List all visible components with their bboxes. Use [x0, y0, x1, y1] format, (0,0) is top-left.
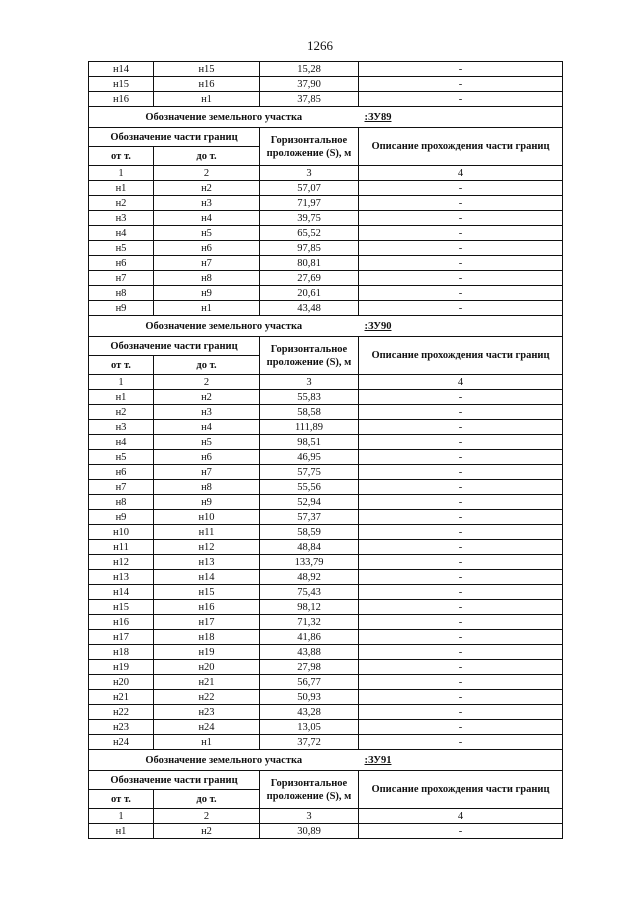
- point-from-cell: н9: [89, 510, 154, 525]
- description-cell: -: [359, 615, 563, 630]
- description-cell: -: [359, 540, 563, 555]
- point-from-cell: н1: [89, 181, 154, 196]
- to-point-header: до т.: [154, 147, 260, 166]
- point-from-cell: н2: [89, 196, 154, 211]
- plot-designation-row: [89, 316, 563, 337]
- point-to-cell: н1: [154, 301, 260, 316]
- distance-cell: 57,37: [260, 510, 359, 525]
- point-to-cell: н2: [154, 824, 260, 839]
- description-cell: -: [359, 301, 563, 316]
- point-from-cell: н1: [89, 390, 154, 405]
- point-to-cell: н5: [154, 435, 260, 450]
- point-to-cell: н3: [154, 405, 260, 420]
- description-header: Описание прохождения части границ: [359, 771, 563, 809]
- description-cell: -: [359, 630, 563, 645]
- table-row: [89, 271, 563, 286]
- distance-cell: 15,28: [260, 62, 359, 77]
- description-cell: -: [359, 645, 563, 660]
- description-cell: -: [359, 271, 563, 286]
- distance-cell: 55,56: [260, 480, 359, 495]
- column-number: 3: [260, 166, 359, 181]
- column-number: 4: [359, 809, 563, 824]
- distance-cell: 55,83: [260, 390, 359, 405]
- from-point-header: от т.: [89, 356, 154, 375]
- point-from-cell: н10: [89, 525, 154, 540]
- point-from-cell: н14: [89, 585, 154, 600]
- point-from-cell: н3: [89, 211, 154, 226]
- distance-cell: 43,28: [260, 705, 359, 720]
- table-row: [89, 495, 563, 510]
- table-row: [89, 540, 563, 555]
- distance-cell: 41,86: [260, 630, 359, 645]
- point-from-cell: н4: [89, 435, 154, 450]
- column-number: 3: [260, 809, 359, 824]
- description-cell: -: [359, 77, 563, 92]
- description-cell: -: [359, 570, 563, 585]
- distance-cell: 71,97: [260, 196, 359, 211]
- table-row: [89, 570, 563, 585]
- point-to-cell: н24: [154, 720, 260, 735]
- description-cell: -: [359, 256, 563, 271]
- table-row: [89, 241, 563, 256]
- table-row: [89, 62, 563, 77]
- distance-cell: 20,61: [260, 286, 359, 301]
- column-number-row: [89, 375, 563, 390]
- table-row: [89, 510, 563, 525]
- plot-code: :ЗУ90: [359, 316, 563, 337]
- table-row: [89, 630, 563, 645]
- plot-designation-row: [89, 107, 563, 128]
- point-to-cell: н6: [154, 241, 260, 256]
- description-cell: -: [359, 92, 563, 107]
- table-row: [89, 92, 563, 107]
- point-from-cell: н4: [89, 226, 154, 241]
- point-to-cell: н21: [154, 675, 260, 690]
- description-cell: -: [359, 690, 563, 705]
- table-row: [89, 720, 563, 735]
- column-number-row: [89, 166, 563, 181]
- description-cell: -: [359, 525, 563, 540]
- distance-cell: 48,84: [260, 540, 359, 555]
- table-row: [89, 420, 563, 435]
- description-cell: -: [359, 705, 563, 720]
- table-row: [89, 286, 563, 301]
- point-from-cell: н12: [89, 555, 154, 570]
- column-number-row: [89, 809, 563, 824]
- point-to-cell: н15: [154, 585, 260, 600]
- description-cell: -: [359, 585, 563, 600]
- horizontal-distance-header: Горизонтальное проложение (S), м: [260, 771, 359, 809]
- table-row: [89, 435, 563, 450]
- point-from-cell: н16: [89, 92, 154, 107]
- point-from-cell: н6: [89, 465, 154, 480]
- table-row: [89, 675, 563, 690]
- description-header: Описание прохождения части границ: [359, 128, 563, 166]
- distance-cell: 56,77: [260, 675, 359, 690]
- description-cell: -: [359, 824, 563, 839]
- distance-cell: 57,75: [260, 465, 359, 480]
- table-row: [89, 405, 563, 420]
- distance-cell: 37,85: [260, 92, 359, 107]
- point-from-cell: н11: [89, 540, 154, 555]
- to-point-header: до т.: [154, 790, 260, 809]
- description-cell: -: [359, 435, 563, 450]
- table-row: [89, 735, 563, 750]
- point-from-cell: н18: [89, 645, 154, 660]
- point-to-cell: н12: [154, 540, 260, 555]
- table-row: [89, 450, 563, 465]
- description-cell: -: [359, 405, 563, 420]
- point-to-cell: н1: [154, 92, 260, 107]
- description-cell: -: [359, 510, 563, 525]
- description-header: Описание прохождения части границ: [359, 337, 563, 375]
- point-from-cell: н7: [89, 480, 154, 495]
- table-row: [89, 660, 563, 675]
- column-number: 2: [154, 809, 260, 824]
- point-from-cell: н2: [89, 405, 154, 420]
- point-to-cell: н7: [154, 465, 260, 480]
- description-cell: -: [359, 465, 563, 480]
- page-number: 1266: [307, 38, 333, 53]
- description-cell: -: [359, 555, 563, 570]
- point-from-cell: н15: [89, 77, 154, 92]
- distance-cell: 39,75: [260, 211, 359, 226]
- distance-cell: 97,85: [260, 241, 359, 256]
- point-from-cell: н3: [89, 420, 154, 435]
- horizontal-distance-header: Горизонтальное проложение (S), м: [260, 337, 359, 375]
- point-from-cell: н19: [89, 660, 154, 675]
- table-row: [89, 390, 563, 405]
- point-to-cell: н5: [154, 226, 260, 241]
- boundary-table: [88, 61, 563, 839]
- point-from-cell: н9: [89, 301, 154, 316]
- table-row: [89, 465, 563, 480]
- table-row: [89, 705, 563, 720]
- point-from-cell: н16: [89, 615, 154, 630]
- distance-cell: 57,07: [260, 181, 359, 196]
- point-to-cell: н3: [154, 196, 260, 211]
- description-cell: -: [359, 600, 563, 615]
- table-row: [89, 196, 563, 211]
- boundary-part-header: Обозначение части границ: [89, 771, 260, 790]
- description-cell: -: [359, 675, 563, 690]
- distance-cell: 43,88: [260, 645, 359, 660]
- point-from-cell: н8: [89, 495, 154, 510]
- point-to-cell: н6: [154, 450, 260, 465]
- point-to-cell: н17: [154, 615, 260, 630]
- table-row: [89, 301, 563, 316]
- horizontal-distance-header: Горизонтальное проложение (S), м: [260, 128, 359, 166]
- plot-designation-label: Обозначение земельного участка: [89, 107, 359, 128]
- point-from-cell: н13: [89, 570, 154, 585]
- distance-cell: 37,72: [260, 735, 359, 750]
- description-cell: -: [359, 241, 563, 256]
- description-cell: -: [359, 735, 563, 750]
- point-to-cell: н16: [154, 77, 260, 92]
- table-row: [89, 824, 563, 839]
- point-to-cell: н4: [154, 420, 260, 435]
- point-to-cell: н10: [154, 510, 260, 525]
- point-to-cell: н23: [154, 705, 260, 720]
- distance-cell: 37,90: [260, 77, 359, 92]
- distance-cell: 98,51: [260, 435, 359, 450]
- table-row: [89, 555, 563, 570]
- from-point-header: от т.: [89, 790, 154, 809]
- point-to-cell: н4: [154, 211, 260, 226]
- distance-cell: 98,12: [260, 600, 359, 615]
- distance-cell: 50,93: [260, 690, 359, 705]
- plot-code: :ЗУ91: [359, 750, 563, 771]
- point-to-cell: н18: [154, 630, 260, 645]
- description-cell: -: [359, 390, 563, 405]
- plot-designation-label: Обозначение земельного участка: [89, 316, 359, 337]
- distance-cell: 27,98: [260, 660, 359, 675]
- point-to-cell: н20: [154, 660, 260, 675]
- point-to-cell: н13: [154, 555, 260, 570]
- point-to-cell: н16: [154, 600, 260, 615]
- description-cell: -: [359, 196, 563, 211]
- point-to-cell: н11: [154, 525, 260, 540]
- point-from-cell: н6: [89, 256, 154, 271]
- description-cell: -: [359, 720, 563, 735]
- distance-cell: 133,79: [260, 555, 359, 570]
- point-from-cell: н8: [89, 286, 154, 301]
- table-row: [89, 480, 563, 495]
- point-to-cell: н9: [154, 495, 260, 510]
- distance-cell: 80,81: [260, 256, 359, 271]
- distance-cell: 46,95: [260, 450, 359, 465]
- distance-cell: 65,52: [260, 226, 359, 241]
- table-row: [89, 77, 563, 92]
- distance-cell: 27,69: [260, 271, 359, 286]
- point-from-cell: н1: [89, 824, 154, 839]
- column-header-row: [89, 771, 563, 790]
- description-cell: -: [359, 420, 563, 435]
- table-row: [89, 226, 563, 241]
- point-from-cell: н21: [89, 690, 154, 705]
- distance-cell: 52,94: [260, 495, 359, 510]
- column-number: 4: [359, 166, 563, 181]
- column-number: 1: [89, 809, 154, 824]
- point-to-cell: н7: [154, 256, 260, 271]
- description-cell: -: [359, 660, 563, 675]
- description-cell: -: [359, 211, 563, 226]
- point-from-cell: н23: [89, 720, 154, 735]
- description-cell: -: [359, 450, 563, 465]
- point-from-cell: н24: [89, 735, 154, 750]
- boundary-part-header: Обозначение части границ: [89, 128, 260, 147]
- from-point-header: от т.: [89, 147, 154, 166]
- point-to-cell: н8: [154, 271, 260, 286]
- description-cell: -: [359, 226, 563, 241]
- point-to-cell: н14: [154, 570, 260, 585]
- distance-cell: 48,92: [260, 570, 359, 585]
- distance-cell: 13,05: [260, 720, 359, 735]
- point-to-cell: н8: [154, 480, 260, 495]
- point-from-cell: н14: [89, 62, 154, 77]
- point-to-cell: н22: [154, 690, 260, 705]
- column-number: 2: [154, 375, 260, 390]
- column-number: 1: [89, 166, 154, 181]
- point-from-cell: н7: [89, 271, 154, 286]
- point-from-cell: н15: [89, 600, 154, 615]
- description-cell: -: [359, 480, 563, 495]
- distance-cell: 71,32: [260, 615, 359, 630]
- column-number: 3: [260, 375, 359, 390]
- column-number: 4: [359, 375, 563, 390]
- point-to-cell: н1: [154, 735, 260, 750]
- to-point-header: до т.: [154, 356, 260, 375]
- point-from-cell: н5: [89, 450, 154, 465]
- table-row: [89, 585, 563, 600]
- table-row: [89, 615, 563, 630]
- point-to-cell: н15: [154, 62, 260, 77]
- table-row: [89, 690, 563, 705]
- distance-cell: 75,43: [260, 585, 359, 600]
- table-row: [89, 256, 563, 271]
- table-row: [89, 645, 563, 660]
- point-to-cell: н9: [154, 286, 260, 301]
- table-row: [89, 181, 563, 196]
- distance-cell: 111,89: [260, 420, 359, 435]
- column-number: 2: [154, 166, 260, 181]
- description-cell: -: [359, 495, 563, 510]
- table-row: [89, 525, 563, 540]
- distance-cell: 43,48: [260, 301, 359, 316]
- plot-code: :ЗУ89: [359, 107, 563, 128]
- point-from-cell: н5: [89, 241, 154, 256]
- distance-cell: 58,58: [260, 405, 359, 420]
- point-to-cell: н2: [154, 181, 260, 196]
- boundary-part-header: Обозначение части границ: [89, 337, 260, 356]
- table-row: [89, 600, 563, 615]
- plot-designation-label: Обозначение земельного участка: [89, 750, 359, 771]
- point-to-cell: н19: [154, 645, 260, 660]
- point-from-cell: н22: [89, 705, 154, 720]
- plot-designation-row: [89, 750, 563, 771]
- description-cell: -: [359, 181, 563, 196]
- point-from-cell: н20: [89, 675, 154, 690]
- distance-cell: 58,59: [260, 525, 359, 540]
- description-cell: -: [359, 62, 563, 77]
- table-row: [89, 211, 563, 226]
- column-header-row: [89, 337, 563, 356]
- point-from-cell: н17: [89, 630, 154, 645]
- column-number: 1: [89, 375, 154, 390]
- column-header-row: [89, 128, 563, 147]
- description-cell: -: [359, 286, 563, 301]
- distance-cell: 30,89: [260, 824, 359, 839]
- point-to-cell: н2: [154, 390, 260, 405]
